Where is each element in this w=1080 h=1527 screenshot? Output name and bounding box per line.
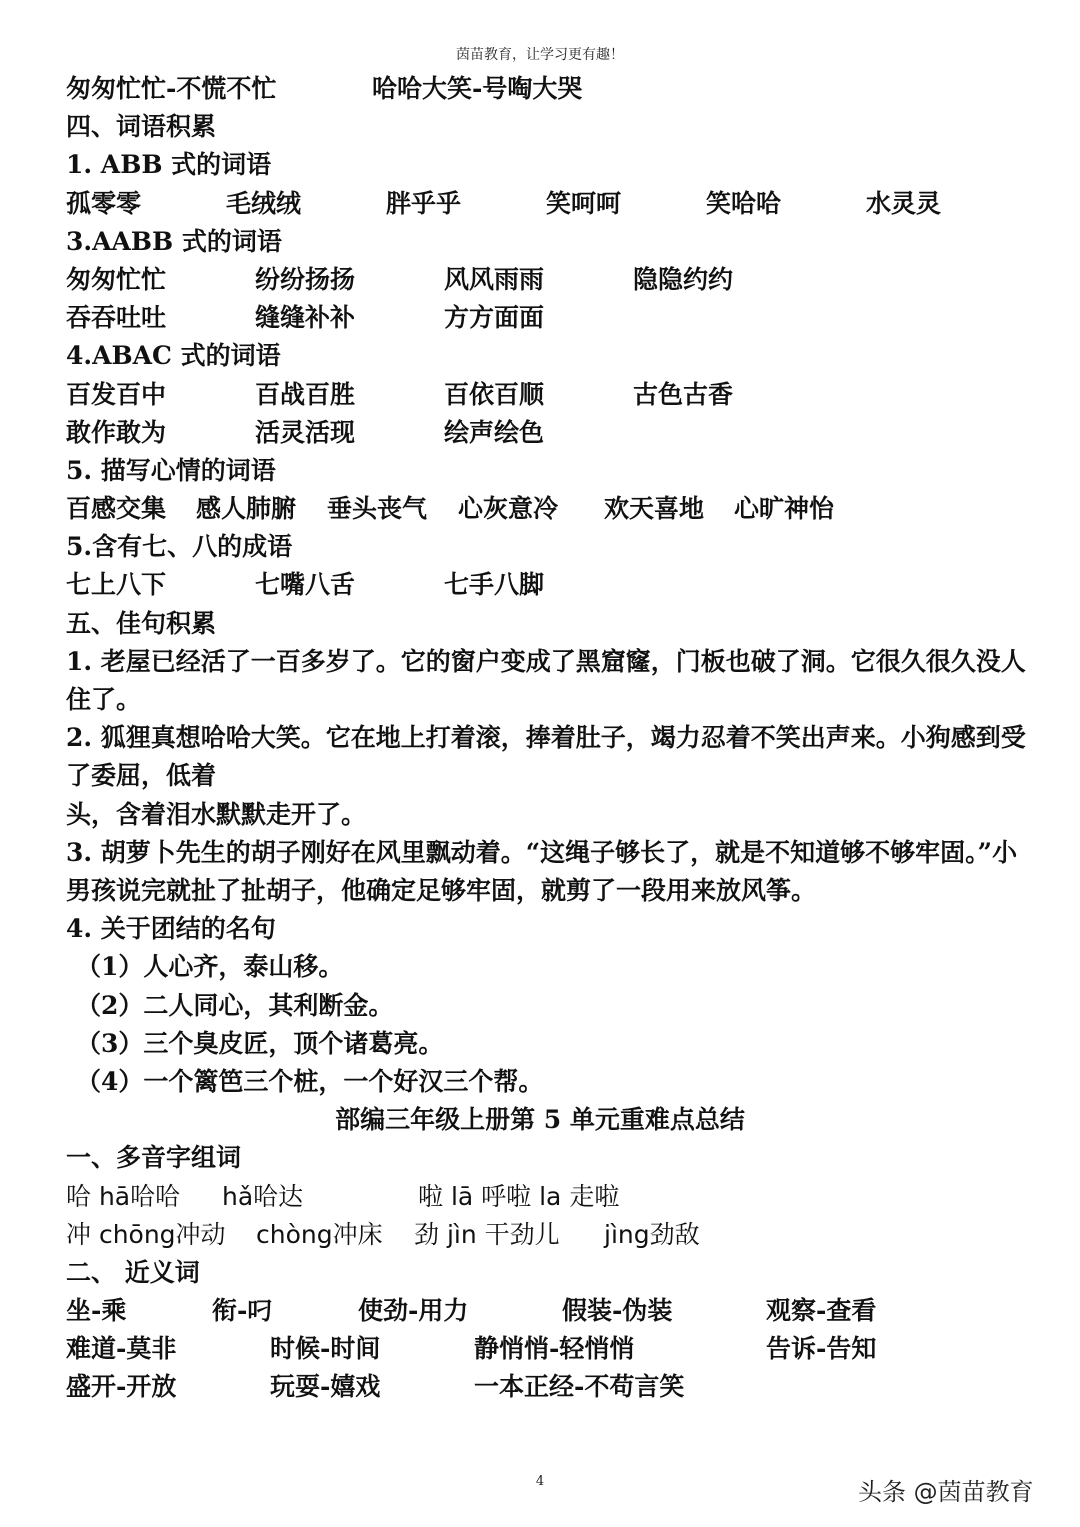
word-row xyxy=(66,299,1026,337)
word: 七上八下 xyxy=(66,570,167,600)
word: 纷纷扬扬 xyxy=(255,264,356,294)
word: 七嘴八舌 xyxy=(255,570,356,600)
quote-item: （2）二人同心，其利断金。 xyxy=(76,990,394,1020)
word: 方方面面 xyxy=(444,303,545,333)
subsection-heading: 5.含有七、八的成语 xyxy=(66,532,293,562)
word: 百发百中 xyxy=(66,379,167,409)
word: 古色古香 xyxy=(633,379,734,409)
synonym-pair: 使劲-用力 xyxy=(358,1296,469,1326)
polyphone-entry: 哈 hā哈哈 xyxy=(66,1181,181,1211)
quote-item: （1）人心齐，泰山移。 xyxy=(76,952,344,982)
word-row xyxy=(66,490,1026,528)
word: 风风雨雨 xyxy=(444,264,545,294)
sentence: 头，含着泪水默默走开了。 xyxy=(66,799,367,829)
polyphone-entry: hǎ哈达 xyxy=(222,1181,304,1211)
word: 哈哈大笑-号啕大哭 xyxy=(372,74,583,103)
synonym-pair: 观察-查看 xyxy=(766,1296,877,1326)
synonym-pair: 静悄悄-轻悄悄 xyxy=(474,1334,635,1364)
word: 吞吞吐吐 xyxy=(66,303,167,333)
polyphone-entry: 冲 chōng冲动 xyxy=(66,1219,226,1249)
word: 百感交集 xyxy=(66,494,167,524)
word: 孤零零 xyxy=(66,188,142,218)
synonym-pair: 玩耍-嬉戏 xyxy=(270,1372,381,1402)
quote-item: （4）一个篱笆三个桩，一个好汉三个帮。 xyxy=(76,1066,544,1096)
synonym-pair: 衔-叼 xyxy=(212,1296,273,1326)
word: 感人肺腑 xyxy=(196,494,297,524)
source-watermark: 头条 @茵苗教育 xyxy=(858,1478,1034,1506)
word: 百战百胜 xyxy=(255,379,356,409)
polyphone-entry: jìng劲敌 xyxy=(604,1219,700,1249)
word: 七手八脚 xyxy=(444,570,545,600)
word: 胖乎乎 xyxy=(386,188,462,218)
subsection-heading: 5. 描写心情的词语 xyxy=(66,455,276,485)
subsection-heading: 3.AABB 式的词语 xyxy=(66,226,282,256)
word-row xyxy=(66,414,1026,452)
word: 水灵灵 xyxy=(866,188,942,218)
synonym-pair: 假装-伪装 xyxy=(562,1296,673,1326)
word: 毛绒绒 xyxy=(226,188,302,218)
word: 欢天喜地 xyxy=(604,494,705,524)
synonym-pair: 时候-时间 xyxy=(270,1334,381,1364)
sentence: 1. 老屋已经活了一百多岁了。它的窗户变成了黑窟窿，门板也破了洞。它很久很久没人住了。 xyxy=(66,646,1026,715)
page-content xyxy=(66,70,1026,1407)
word: 心旷神怡 xyxy=(734,494,835,524)
section-heading: 二、 近义词 xyxy=(66,1257,200,1287)
word: 缝缝补补 xyxy=(255,303,356,333)
synonym-row xyxy=(66,1292,1026,1330)
word: 绘声绘色 xyxy=(444,417,545,447)
word-row xyxy=(66,261,1026,299)
subsection-heading: 4.ABAC 式的词语 xyxy=(66,341,281,371)
word-row xyxy=(66,185,1026,223)
section-heading: 四、词语积累 xyxy=(66,112,217,142)
polyphone-row xyxy=(66,1216,1026,1254)
synonym-pair: 难道-莫非 xyxy=(66,1334,177,1364)
word: 心灰意冷 xyxy=(458,494,559,524)
synonym-pair: 盛开-开放 xyxy=(66,1372,177,1402)
word: 垂头丧气 xyxy=(327,494,428,524)
polyphone-row xyxy=(66,1178,1026,1216)
page-number: 4 xyxy=(535,1474,545,1489)
synonym-row xyxy=(66,1368,1026,1406)
word: 敢作敢为 xyxy=(66,417,167,447)
word-row xyxy=(66,376,1026,414)
polyphone-entry: 劲 jìn 干劲儿 xyxy=(414,1219,560,1249)
word: 匆匆忙忙-不慌不忙 xyxy=(66,74,277,103)
antonyms-tail-row xyxy=(66,70,1026,108)
polyphone-entry: chòng冲床 xyxy=(256,1219,383,1249)
unit-title: 部编三年级上册第 5 单元重难点总结 xyxy=(335,1105,745,1135)
section-heading: 五、佳句积累 xyxy=(66,608,217,638)
subsection-heading: 4. 关于团结的名句 xyxy=(66,914,276,944)
word: 百依百顺 xyxy=(444,379,545,409)
quote-item: （3）三个臭皮匠，顶个诸葛亮。 xyxy=(76,1028,444,1058)
word-row xyxy=(66,566,1026,604)
polyphone-entry: 啦 lā 呼啦 la 走啦 xyxy=(418,1181,620,1211)
synonym-pair: 一本正经-不苟言笑 xyxy=(474,1372,685,1402)
page-header: 茵苗教育，让学习更有趣！ xyxy=(456,47,624,63)
word: 隐隐约约 xyxy=(633,264,734,294)
word: 笑哈哈 xyxy=(706,188,782,218)
sentence: 2. 狐狸真想哈哈大笑。它在地上打着滚，捧着肚子，竭力忍着不笑出声来。小狗感到受了委屈，低着 xyxy=(66,723,1026,791)
synonym-pair: 坐-乘 xyxy=(66,1296,127,1326)
word: 活灵活现 xyxy=(255,417,356,447)
synonym-pair: 告诉-告知 xyxy=(766,1334,877,1364)
sentence: 3. 胡萝卜先生的胡子刚好在风里飘动着。“这绳子够长了，就是不知道够不够牢固。”小男孩说完就扯了扯胡子，他确定足够牢固，就剪了一段用来放风筝。 xyxy=(66,837,1018,906)
synonym-row xyxy=(66,1330,1026,1368)
word: 笑呵呵 xyxy=(546,188,622,218)
section-heading: 一、多音字组词 xyxy=(66,1143,242,1173)
subsection-heading: 1. ABB 式的词语 xyxy=(66,150,272,180)
word: 匆匆忙忙 xyxy=(66,264,167,294)
